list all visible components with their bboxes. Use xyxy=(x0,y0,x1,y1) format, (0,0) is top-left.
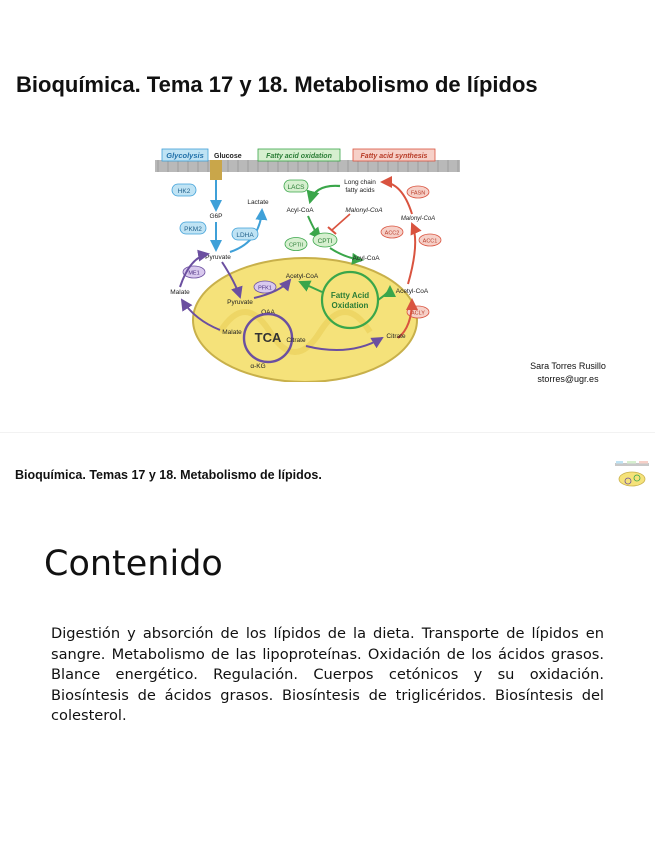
citrate-in-label: Citrate xyxy=(286,337,306,344)
fas-tag-label: Fatty acid synthesis xyxy=(360,153,428,160)
glucose-label: Glucose xyxy=(214,153,242,160)
cell-membrane xyxy=(155,160,460,172)
ldha-label: LDHA xyxy=(236,232,254,239)
pyruvate-top-label: Pyruvate xyxy=(205,254,231,261)
lipid-metabolism-diagram xyxy=(150,142,465,382)
malonyl-coa-mid-label: Malonyl-CoA xyxy=(345,207,383,214)
acc1-label: ACC1 xyxy=(422,238,438,245)
author-name: Sara Torres Rusillo xyxy=(530,361,606,371)
author-email: storres@ugr.es xyxy=(537,374,599,384)
diagram-thumbnail xyxy=(614,461,650,487)
lactate-label: Lactate xyxy=(247,199,269,206)
slide-1-title: Bioquímica. Tema 17 y 18. Metabolismo de lípidos xyxy=(16,72,538,97)
author-info xyxy=(508,360,628,386)
glycolysis-label: Glycolysis xyxy=(166,151,204,160)
citrate-out-label: Citrate xyxy=(386,333,406,340)
oaa-label: OAA xyxy=(261,309,275,316)
acly-label: ACLY xyxy=(411,310,425,317)
me1-label: ME1 xyxy=(188,270,200,277)
malonyl-coa-right-label: Malonyl-CoA xyxy=(400,216,436,222)
hk2-label: HK2 xyxy=(177,188,191,195)
cpti-label: CPTI xyxy=(317,238,333,245)
pyruvate-mito-label: Pyruvate xyxy=(227,299,253,306)
pkm2-label: PKM2 xyxy=(184,226,202,233)
fao-tag-label: Fatty acid oxidation xyxy=(266,153,332,160)
malate-in-label: Malate xyxy=(222,329,242,336)
acetyl-coa-mito-label: Acetyl-CoA xyxy=(285,273,319,280)
slide-2-header: Bioquímica. Temas 17 y 18. Metabolismo de lípidos. xyxy=(15,468,322,482)
long-chain-label-1: Long chain xyxy=(344,179,376,186)
slide-divider xyxy=(0,432,655,433)
contents-body: Digestión y absorción de los lípidos de la dieta. Transporte de lípidos en sangre. Metabolismo de las lipoproteínas. Oxidación de los ácidos grasos. Blance energético. Regulación. Cuerpos cetónicos y su oxidación. Biosíntesis de ácidos grasos. Biosíntesis de triglicéridos. Biosíntesis del colesterol. xyxy=(51,625,604,724)
acetyl-coa-right-label: Acetyl-CoA xyxy=(395,288,429,295)
acyl-coa-mito-label: Acyl-CoA xyxy=(352,255,380,262)
fasn-label: FASN xyxy=(410,190,426,197)
fao-label-1: Fatty Acid xyxy=(330,291,370,300)
fao-label-2: Oxidation xyxy=(331,301,369,310)
lacs-label: LACS xyxy=(287,184,305,191)
acc2-label: ACC2 xyxy=(384,230,400,237)
malate-out-label: Malate xyxy=(170,289,190,296)
g6p-label: G6P xyxy=(209,213,223,220)
glucose-transporter xyxy=(210,160,222,180)
glycolysis-pathway xyxy=(172,180,269,261)
contents-heading: Contenido xyxy=(44,544,223,584)
cptii-label: CPTII xyxy=(288,242,304,249)
tca-label: TCA xyxy=(254,330,282,345)
pfk1-label: PFK1 xyxy=(258,285,272,292)
akg-label: α-KG xyxy=(250,363,266,370)
acyl-coa-top-label: Acyl-CoA xyxy=(286,207,314,214)
long-chain-label-2: fatty acids xyxy=(345,187,375,194)
